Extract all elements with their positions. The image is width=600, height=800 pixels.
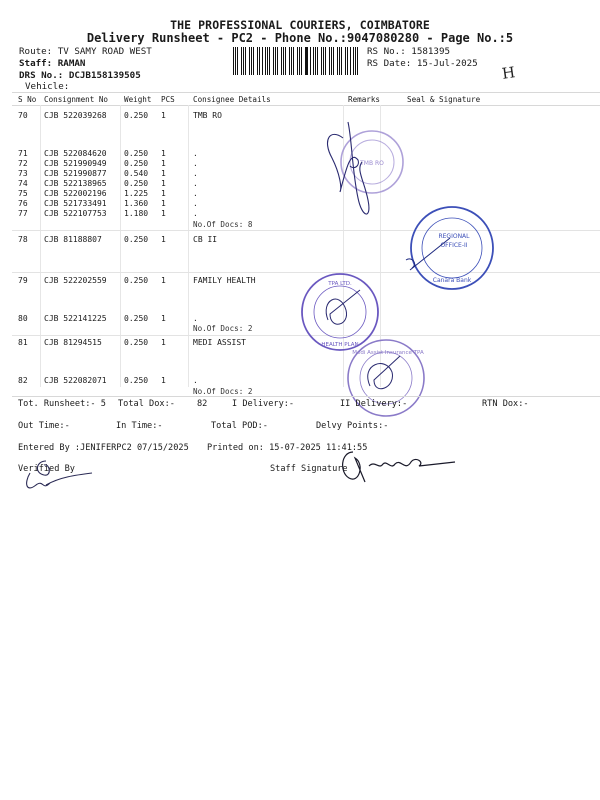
cell-pcs: 1 — [161, 111, 166, 120]
total-dox-value: 82 — [197, 399, 208, 409]
staff-row — [19, 58, 85, 69]
cell-consignee: . — [193, 179, 198, 188]
col-pcs: PCS — [161, 95, 175, 104]
barcode-bar — [345, 47, 346, 75]
barcode-bar — [310, 47, 311, 75]
col-sno: S No — [18, 95, 37, 104]
cell-consignment: CJB 521990877 — [44, 169, 107, 178]
in-time: In Time:- — [116, 421, 163, 431]
cell-weight: 0.250 — [124, 179, 149, 188]
staff-value: RAMAN — [57, 58, 86, 69]
svg-text:OFFICE-II: OFFICE-II — [440, 242, 468, 249]
svg-text:Canara Bank: Canara Bank — [432, 277, 472, 284]
cell-sno: 81 — [18, 338, 28, 347]
cell-weight: 0.250 — [124, 111, 149, 120]
route-label: Route: — [19, 46, 53, 57]
cell-consignment: CJB 522138965 — [44, 179, 107, 188]
barcode-bar — [293, 47, 294, 75]
cell-sno: 76 — [18, 199, 28, 208]
cell-pcs: 1 — [161, 209, 166, 218]
cell-consignment: CJB 521990949 — [44, 159, 107, 168]
rs-no-value: 1581395 — [411, 46, 451, 57]
cell-pcs: 1 — [161, 179, 166, 188]
cell-consignee: . — [193, 159, 198, 168]
cell-consignee: . — [193, 314, 198, 323]
cell-weight: 1.225 — [124, 189, 149, 198]
cell-consignment: CJB 81188807 — [44, 235, 102, 244]
barcode-bar — [341, 47, 342, 75]
summary-rule — [12, 396, 600, 397]
cell-sno: 82 — [18, 376, 28, 385]
svg-text:TMB RO: TMB RO — [360, 160, 384, 167]
cell-consignee: MEDI ASSIST — [193, 338, 246, 347]
cell-weight: 1.180 — [124, 209, 149, 218]
cell-consignment: CJB 522107753 — [44, 209, 107, 218]
handwritten-mark: H — [500, 63, 517, 83]
ii-delivery: II Delivery:- — [340, 399, 408, 409]
svg-text:TPA LTD.: TPA LTD. — [328, 281, 352, 287]
cell-weight: 0.250 — [124, 235, 149, 244]
cell-sno: 80 — [18, 314, 28, 323]
cell-consignment: CJB 522002196 — [44, 189, 107, 198]
stamp-canara — [406, 207, 493, 289]
i-delivery: I Delivery:- — [232, 399, 295, 409]
cell-pcs: 1 — [161, 189, 166, 198]
cell-consignee: TMB RO — [193, 111, 222, 120]
out-time: Out Time:- — [18, 421, 70, 431]
rs-date-label: RS Date: — [367, 58, 412, 69]
route-value: TV SAMY ROAD WEST — [57, 46, 152, 57]
barcode-bar — [301, 47, 302, 75]
drs-row — [19, 70, 141, 81]
cell-pcs: 1 — [161, 314, 166, 323]
col-divider — [40, 105, 41, 387]
svg-text:HEALTH PLAN: HEALTH PLAN — [321, 342, 359, 348]
barcode-bar — [325, 47, 326, 75]
cell-pcs: 1 — [161, 149, 166, 158]
cell-pcs: 1 — [161, 376, 166, 385]
staff-signature-label: Staff Signature — [270, 464, 348, 474]
barcode-bar — [353, 47, 354, 75]
cell-weight: 1.360 — [124, 199, 149, 208]
no-of-docs: No.Of Docs: 2 — [193, 387, 253, 396]
barcode-bar — [233, 47, 234, 75]
col-divider — [188, 105, 189, 387]
cell-pcs: 1 — [161, 338, 166, 347]
rs-no-row — [367, 46, 450, 57]
cell-sno: 77 — [18, 209, 28, 218]
barcode-bar — [277, 47, 278, 75]
col-seal-signature: Seal & Signature — [407, 95, 481, 104]
table-header-rule — [12, 105, 600, 106]
cell-weight: 0.250 — [124, 159, 149, 168]
cell-sno: 73 — [18, 169, 28, 178]
cell-weight: 0.250 — [124, 276, 149, 285]
rs-no-label: RS No.: — [367, 46, 406, 57]
cell-consignee: . — [193, 149, 198, 158]
barcode-bar — [241, 47, 242, 75]
delvy-points: Delvy Points:- — [316, 421, 389, 431]
vehicle-label: Vehicle: — [25, 81, 70, 92]
barcode-bar — [257, 47, 258, 75]
total-dox-label: Total Dox:- — [118, 399, 175, 409]
cell-sno: 70 — [18, 111, 28, 120]
barcode-bar — [333, 47, 334, 75]
barcode-bar — [269, 47, 270, 75]
verified-by-label: Verified By — [18, 464, 75, 474]
col-weight: Weight — [124, 95, 152, 104]
cell-weight: 0.250 — [124, 314, 149, 323]
barcode-bar — [331, 47, 332, 75]
cell-pcs: 1 — [161, 169, 166, 178]
barcode-bar — [245, 47, 246, 75]
cell-sno: 75 — [18, 189, 28, 198]
company-title: THE PROFESSIONAL COURIERS, COIMBATORE — [170, 18, 430, 32]
cell-pcs: 1 — [161, 276, 166, 285]
col-consignee: Consignee Details — [193, 95, 271, 104]
cell-sno: 79 — [18, 276, 28, 285]
cell-consignment: CJB 522084620 — [44, 149, 107, 158]
rs-date-row — [367, 58, 478, 69]
entered-by: Entered By :JENIFERPC2 07/15/2025 — [18, 443, 189, 453]
no-of-docs: No.Of Docs: 2 — [193, 324, 253, 333]
vehicle-row — [25, 81, 69, 92]
runsheet-subtitle: Delivery Runsheet - PC2 - Phone No.:9047080280 - Page No.:5 — [86, 31, 514, 45]
col-consignment: Consignment No — [44, 95, 109, 104]
barcode-bar — [253, 47, 254, 75]
cell-weight: 0.250 — [124, 149, 149, 158]
cell-consignee: CB II — [193, 235, 218, 244]
signature-tmb — [328, 122, 369, 214]
cell-consignee: . — [193, 169, 198, 178]
total-pod: Total POD:- — [211, 421, 268, 431]
cell-consignment: CJB 522039268 — [44, 111, 107, 120]
cell-sno: 74 — [18, 179, 28, 188]
staff-label: Staff: — [19, 58, 53, 69]
cell-consignment: CJB 81294515 — [44, 338, 102, 347]
no-of-docs: No.Of Docs: 8 — [193, 220, 253, 229]
cell-consignment: CJB 521733491 — [44, 199, 107, 208]
drs-value: DCJB158139505 — [68, 70, 141, 81]
col-divider — [120, 105, 121, 387]
table-top-rule — [12, 92, 600, 93]
svg-text:REGIONAL: REGIONAL — [438, 233, 470, 240]
cell-weight: 0.540 — [124, 169, 149, 178]
cell-consignee: FAMILY HEALTH — [193, 276, 256, 285]
cell-consignee: . — [193, 189, 198, 198]
cell-sno: 72 — [18, 159, 28, 168]
cell-sno: 78 — [18, 235, 28, 244]
cell-weight: 0.250 — [124, 376, 149, 385]
cell-consignee: . — [193, 209, 198, 218]
rs-date-value: 15-Jul-2025 — [416, 58, 478, 69]
seals-and-signatures — [300, 110, 600, 400]
cell-consignee: . — [193, 376, 198, 385]
barcode-bar — [317, 47, 318, 75]
col-remarks: Remarks — [348, 95, 381, 104]
cell-pcs: 1 — [161, 235, 166, 244]
svg-text:Medi Assist Insurance TPA: Medi Assist Insurance TPA — [352, 350, 424, 356]
tot-runsheet: Tot. Runsheet:- 5 — [18, 399, 106, 409]
cell-consignment: CJB 522082071 — [44, 376, 107, 385]
cell-weight: 0.250 — [124, 338, 149, 347]
barcode — [233, 47, 361, 75]
cell-consignment: CJB 522202559 — [44, 276, 107, 285]
stamp-family-health — [302, 274, 378, 350]
barcode-bar — [357, 47, 358, 75]
barcode-bar — [306, 47, 307, 75]
barcode-bar — [265, 47, 266, 75]
staff-signature — [335, 448, 465, 488]
cell-consignee: . — [193, 199, 198, 208]
cell-pcs: 1 — [161, 159, 166, 168]
cell-consignment: CJB 522141225 — [44, 314, 107, 323]
cell-pcs: 1 — [161, 199, 166, 208]
route-row — [19, 46, 152, 57]
drs-label: DRS No.: — [19, 70, 64, 81]
cell-sno: 71 — [18, 149, 28, 158]
barcode-bar — [289, 47, 290, 75]
printed-on: Printed on: 15-07-2025 11:41:55 — [207, 443, 368, 453]
verifier-signature — [20, 455, 110, 500]
rtn-dox: RTN Dox:- — [482, 399, 529, 409]
barcode-bar — [281, 47, 282, 75]
